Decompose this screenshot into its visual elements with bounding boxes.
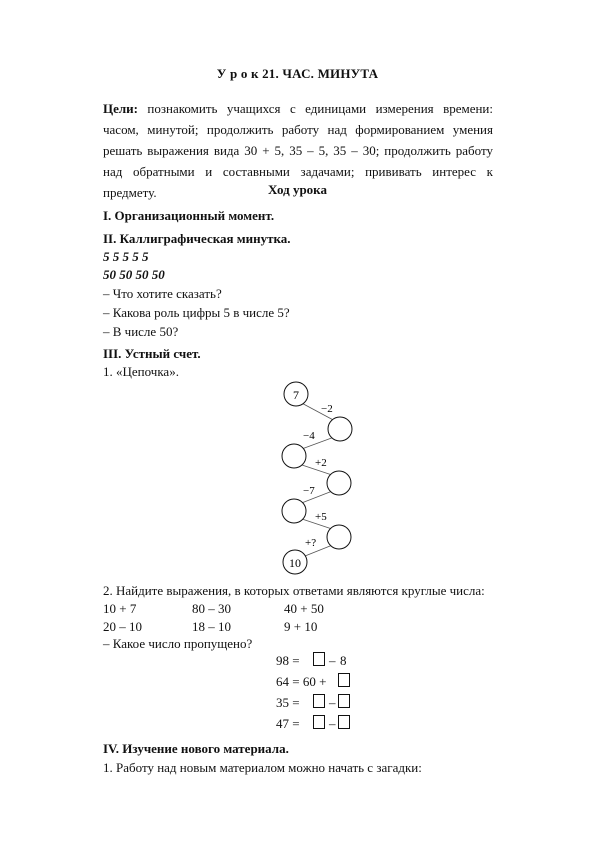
equation-operator: – [329,695,336,710]
section-calligraphy: II. Каллиграфическая минутка. [103,231,291,246]
answer-box [338,673,350,687]
expression-cell: 20 – 10 [103,619,142,634]
equation-operator: – [329,653,336,668]
section-organizational: I. Организационный момент. [103,208,275,223]
expression-cell: 18 – 10 [192,619,231,634]
expression-cell: 80 – 30 [192,601,231,616]
chain-node [327,471,351,495]
question-3: – В числе 50? [103,324,179,339]
calligraphy-line-2: 50 50 50 50 [103,267,165,282]
equation-left: 35 = [276,695,300,710]
chain-start-value: 7 [293,388,299,402]
equation-right: 8 [340,653,347,668]
equation-left: 98 = [276,653,300,668]
equation-left: 47 = [276,716,300,731]
section-oral-count: III. Устный счет. [103,346,201,361]
expression-cell: 9 + 10 [284,619,318,634]
chain-op-label: +? [305,537,317,549]
lesson-plan-heading: Ход урока [268,182,327,197]
chain-op-label: +5 [315,511,327,523]
equation-left: 64 = 60 + [276,674,327,689]
chain-svg [265,378,375,578]
expression-cell: 10 + 7 [103,601,137,616]
calligraphy-line-1: 5 5 5 5 5 [103,249,149,264]
chain-op-label: +2 [315,457,327,469]
question-2: – Какова роль цифры 5 в числе 5? [103,305,290,320]
answer-box [338,715,350,729]
chain-node [327,525,351,549]
task-round-numbers: 2. Найдите выражения, в которых ответами являются круглые числа: [103,583,485,598]
answer-box [313,652,325,666]
answer-box [338,694,350,708]
chain-op-label: −2 [321,403,333,415]
equation-operator: – [329,716,336,731]
chain-node [282,499,306,523]
answer-box [313,715,325,729]
chain-end-value: 10 [289,556,301,570]
lesson-title: У р о к 21. ЧАС. МИНУТА [216,66,379,81]
chain-node [328,417,352,441]
goals-text: познакомить учащихся с единицами измерения времени: часом, минутой; продолжить работу над формированием умения решать выражения вида 30 + 5, 35 – 5, 35 – 30; продолжить работу над обратными и составными задачами; прививать интерес к предмету. [103,101,493,200]
goals-label: Цели: [103,101,138,116]
chain-op-label: −4 [303,430,315,442]
chain-op-label: −7 [303,485,315,497]
missing-number-question: – Какое число пропущено? [103,636,253,651]
section-new-material: IV. Изучение нового материала. [103,741,289,756]
answer-box [313,694,325,708]
chain-node [282,444,306,468]
question-1: – Что хотите сказать? [103,286,222,301]
chain-diagram [265,378,375,578]
new-material-intro: 1. Работу над новым материалом можно начать с загадки: [103,760,422,775]
expression-cell: 40 + 50 [284,601,324,616]
task-chain-label: 1. «Цепочка». [103,364,179,379]
